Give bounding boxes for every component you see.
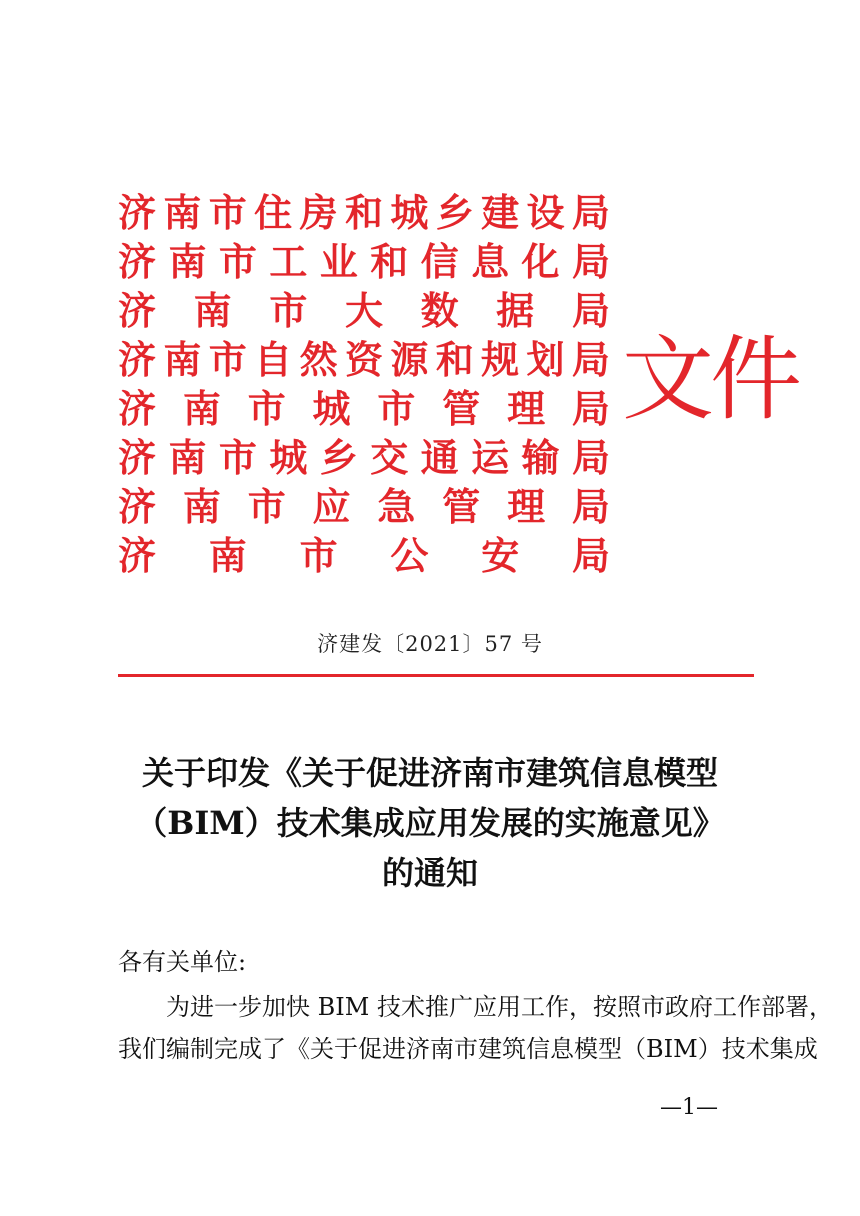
issuer-char: 交	[370, 435, 409, 480]
issuer-char: 划	[526, 337, 565, 382]
issuer-char: 济	[118, 288, 157, 333]
issuer-char: 济	[118, 533, 157, 578]
issuer-char: 市	[218, 239, 257, 284]
issuer-char: 公	[390, 533, 429, 578]
issuer-char: 市	[269, 288, 308, 333]
issuer-char: 市	[218, 435, 257, 480]
issuer-block	[118, 188, 610, 580]
issuer-char: 局	[571, 288, 610, 333]
issuer-char: 南	[163, 337, 202, 382]
issuer-char: 资	[344, 337, 383, 382]
issuer-char: 业	[319, 239, 358, 284]
issuer-char: 建	[481, 190, 520, 235]
issuer-line	[118, 188, 610, 237]
issuer-char: 济	[118, 435, 157, 480]
issuer-char: 济	[118, 239, 157, 284]
title-line: 关于印发《关于促进济南市建筑信息模型	[141, 754, 718, 792]
issuer-char: 南	[168, 239, 207, 284]
issuer-char: 信	[420, 239, 459, 284]
issuer-line	[118, 384, 610, 433]
title-line: 的通知	[381, 854, 478, 892]
issuer-char: 和	[344, 190, 383, 235]
issuer-char: 数	[420, 288, 459, 333]
issuer-line	[118, 237, 610, 286]
document-mark: 文件	[622, 326, 799, 433]
issuer-char: 息	[471, 239, 510, 284]
issuer-char: 应	[312, 484, 351, 529]
issuer-char: 局	[571, 190, 610, 235]
issuer-char: 市	[208, 190, 247, 235]
issuer-char: 局	[571, 533, 610, 578]
issuer-line	[118, 433, 610, 482]
issuer-char: 局	[571, 435, 610, 480]
issuer-line	[118, 286, 610, 335]
issuer-char: 输	[521, 435, 560, 480]
issuer-char: 管	[442, 484, 481, 529]
red-divider	[118, 674, 754, 677]
issuer-char: 南	[208, 533, 247, 578]
issuer-char: 城	[312, 386, 351, 431]
issuer-char: 济	[118, 190, 157, 235]
issuer-char: 源	[390, 337, 429, 382]
issuer-char: 理	[507, 484, 546, 529]
issuer-char: 市	[247, 484, 286, 529]
issuer-char: 南	[168, 435, 207, 480]
issuer-char: 然	[299, 337, 338, 382]
issuer-char: 城	[390, 190, 429, 235]
issuer-char: 大	[344, 288, 383, 333]
issuer-char: 市	[208, 337, 247, 382]
issuer-char: 工	[269, 239, 308, 284]
issuer-char: 化	[521, 239, 560, 284]
issuer-char: 设	[526, 190, 565, 235]
document-title	[0, 748, 860, 898]
issuer-char: 济	[118, 484, 157, 529]
issuer-char: 住	[254, 190, 293, 235]
issuer-line	[118, 335, 610, 384]
issuer-line	[118, 531, 610, 580]
issuer-char: 乡	[435, 190, 474, 235]
issuer-char: 局	[571, 386, 610, 431]
issuer-char: 局	[571, 337, 610, 382]
issuer-char: 济	[118, 386, 157, 431]
issuer-char: 和	[370, 239, 409, 284]
issuer-char: 和	[435, 337, 474, 382]
issuer-char: 城	[269, 435, 308, 480]
issuer-char: 规	[481, 337, 520, 382]
issuer-char: 乡	[319, 435, 358, 480]
body-paragraph: 我们编制完成了《关于促进济南市建筑信息模型（BIM）技术集成	[118, 1035, 818, 1063]
issuer-char: 南	[182, 484, 221, 529]
issuer-char: 房	[299, 190, 338, 235]
issuer-char: 南	[182, 386, 221, 431]
issuer-char: 市	[377, 386, 416, 431]
issuer-char: 市	[247, 386, 286, 431]
issuer-char: 济	[118, 337, 157, 382]
issuer-char: 通	[420, 435, 459, 480]
issuer-char: 安	[481, 533, 520, 578]
title-line: （BIM）技术集成应用发展的实施意见》	[135, 804, 725, 842]
issuer-char: 局	[571, 484, 610, 529]
issuer-char: 局	[571, 239, 610, 284]
issuer-char: 理	[507, 386, 546, 431]
issuer-char: 急	[377, 484, 416, 529]
issuer-char: 管	[442, 386, 481, 431]
salutation: 各有关单位:	[118, 948, 247, 976]
document-number: 济建发〔2021〕57 号	[317, 632, 543, 656]
issuer-char: 运	[471, 435, 510, 480]
issuer-char: 据	[496, 288, 535, 333]
issuer-char: 南	[193, 288, 232, 333]
body-text	[118, 986, 833, 1070]
issuer-char: 自	[254, 337, 293, 382]
issuer-line	[118, 482, 610, 531]
body-paragraph: 为进一步加快 BIM 技术推广应用工作，按照市政府工作部署，	[166, 993, 833, 1021]
issuer-char: 南	[163, 190, 202, 235]
issuer-char: 市	[299, 533, 338, 578]
page-number: —1—	[660, 1095, 718, 1120]
